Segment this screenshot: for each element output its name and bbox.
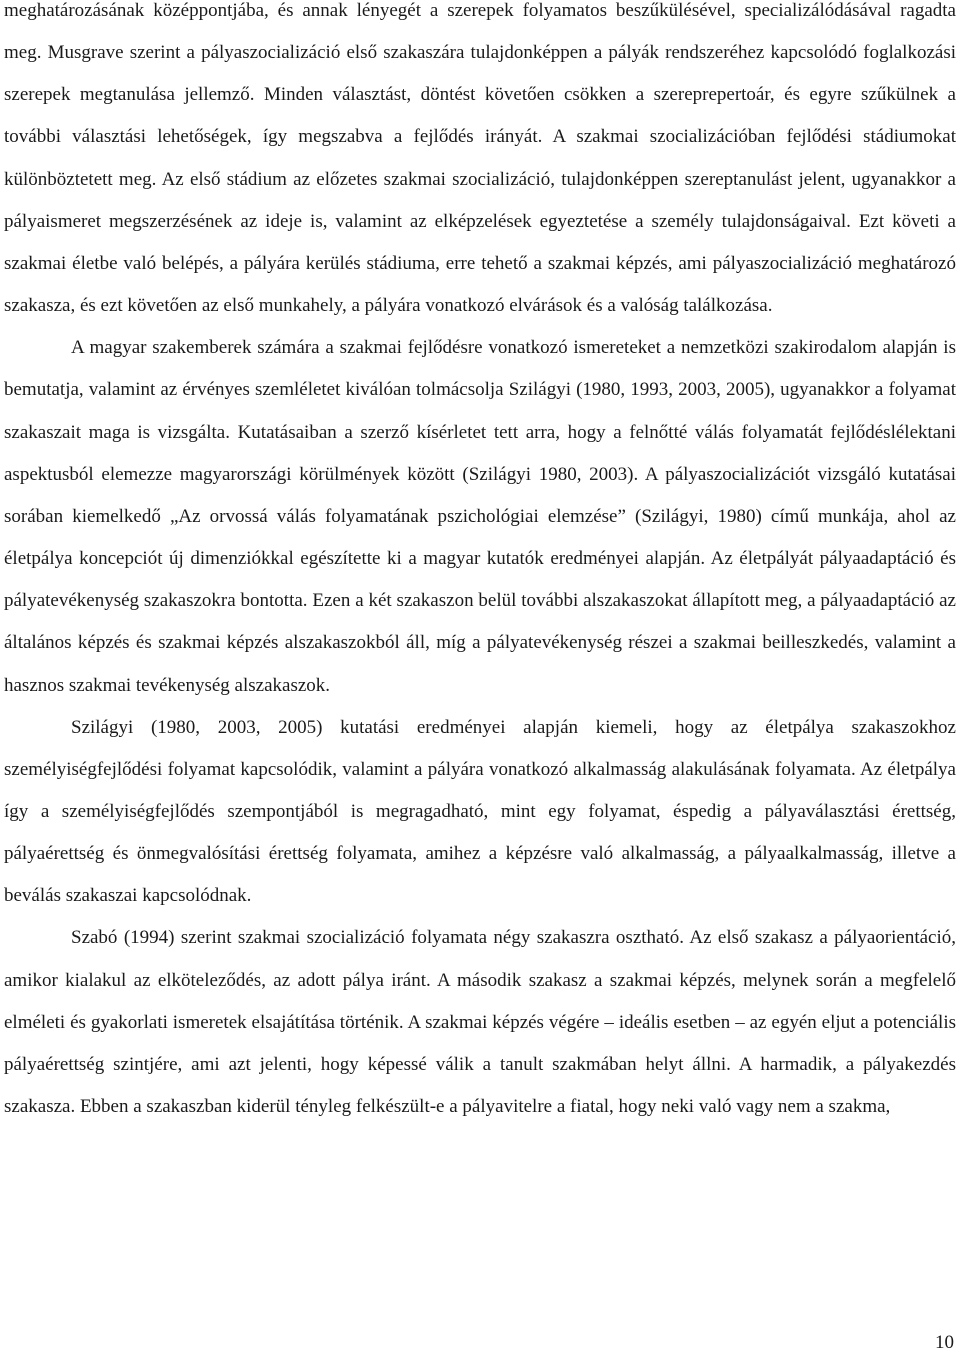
page-number: 10 (935, 1332, 954, 1353)
paragraph-1: meghatározásának középpontjába, és annak lényegét a szerepek folyamatos beszűkülésével, specializálódásával ragadta meg. Musgrave szerint a pályaszocializáció első szakaszára tulajdonképpen a pályák rendszeréhez kapcsolódó foglalkozási szerepek megtanulása jellemző. Minden választást, döntést követően csökken a szereprepertoár, és egyre szűkülnek a további választási lehetőségek, így megszabva a fejlődés irányát. A szakmai szocializációban fejlődési stádiumokat különböztetett meg. Az első stádium az előzetes szakmai szocializáció, tulajdonképpen szereptanulást jelent, ugyanakkor a pályaismeret megszerzésének az ideje is, valamint az elképzelések egyeztetése a személy tulajdonságaival. Ezt követi a szakmai életbe való belépés, a pályára kerülés stádiuma, erre tehető a szakmai képzés, ami pályaszocializáció meghatározó szakasza, és ezt követően az első munkahely, a pályára vonatkozó elvárások és a valóság találkozása. (4, 0, 956, 317)
paragraph-2: A magyar szakemberek számára a szakmai fejlődésre vonatkozó ismereteket a nemzetközi szakirodalom alapján is bemutatja, valamint az érvényes szemléletet kiválóan tolmácsolja Szilágyi (1980, 1993, 2003, 2005), ugyanakkor a folyamat szakaszait maga is vizsgálta. Kutatásaiban a szerző kísérletet tett arra, hogy a felnőtté válás folyamatát fejlődéslélektani aspektusból elemezze magyarországi körülmények között (Szilágyi 1980, 2003). A pályaszocializációt vizsgáló kutatásai sorában kiemelkedő „Az orvossá válás folyamatának pszichológiai elemzése” (Szilágyi, 1980) című munkája, ahol az életpálya koncepciót új dimenziókkal egészítette ki a magyar kutatók eredményei alapján. Az életpályát pályaadaptáció és pályatevékenység szakaszokra bontotta. Ezen a két szakaszon belül további alszakaszokat állapított meg, a pályaadaptáció az általános képzés és szakmai képzés alszakaszokból áll, míg a pályatevékenység részei a szakmai beilleszkedés, valamint a hasznos szakmai tevékenység alszakaszok. (4, 337, 956, 696)
paragraph-3: Szilágyi (1980, 2003, 2005) kutatási eredményei alapján kiemeli, hogy az életpálya szakaszokhoz személyiségfejlődési folyamat kapcsolódik, valamint a pályára vonatkozó alkalmasság alakulásának folyamata. Az életpálya így a személyiségfejlődés szempontjából is megragadható, mint egy folyamat, éspedig a pályaválasztási érettség, pályaérettség és önmegvalósítási érettség folyamata, amihez a képzésre való alkalmasság, a pályaalkalmasság, illetve a beválás szakaszai kapcsolódnak. (4, 716, 956, 907)
paragraph-4: Szabó (1994) szerint szakmai szocializáció folyamata négy szakaszra osztható. Az első szakasz a pályaorientáció, amikor kialakul az elköteleződés, az adott pálya iránt. A második szakasz a szakmai képzés, melynek során a megfelelő elméleti és gyakorlati ismeretek elsajátítása történik. A szakmai képzés végére – ideális esetben – az egyén eljut a potenciális pályaérettség szintjére, ami azt jelenti, hogy képessé válik a tanult szakmában helyt állni. A harmadik, a pályakezdés szakasza. Ebben a szakaszban kiderül tényleg felkészült-e a pályavitelre a fiatal, hogy neki való vagy nem a szakma, (4, 927, 956, 1118)
